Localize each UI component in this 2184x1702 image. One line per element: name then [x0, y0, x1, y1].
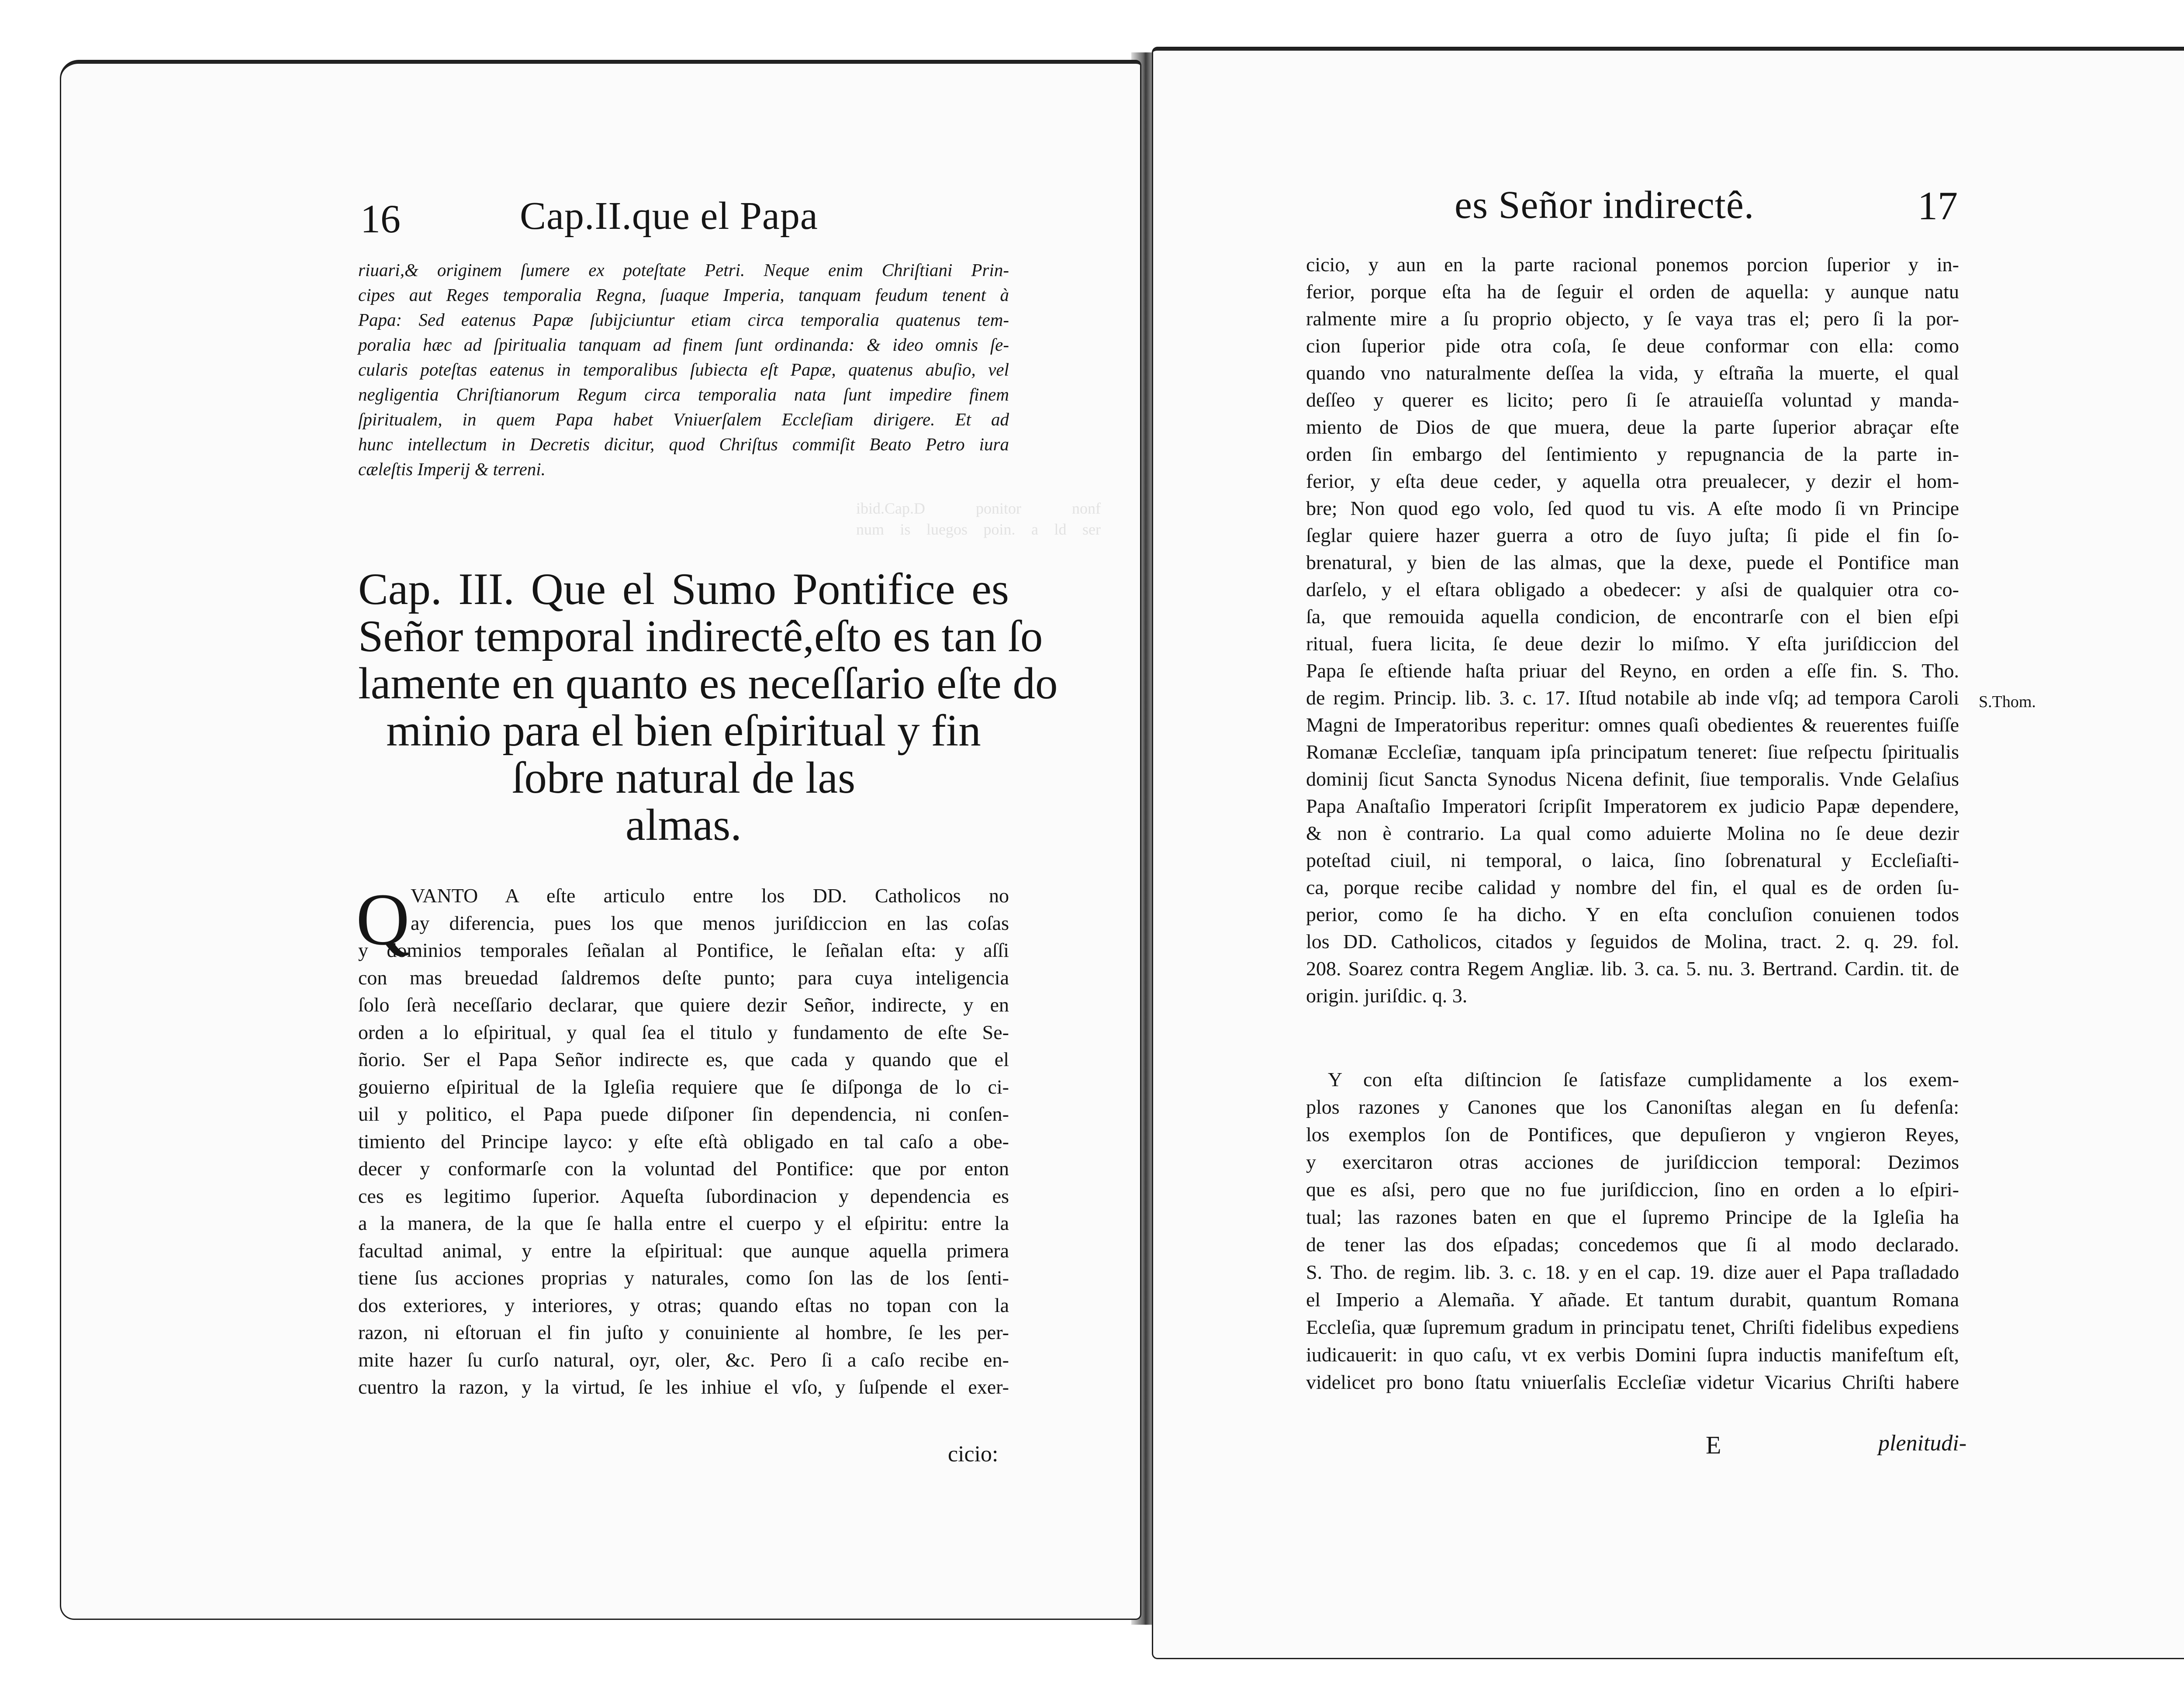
- body-line: Magni de Imperatoribus reperitur: omnes quaſi obedientes & reuerentes fuiſſe: [1306, 714, 1959, 736]
- body-line: plos razones y Canones que los Canoniſtas alegan en ſu defenſa:: [1306, 1096, 1959, 1118]
- body-line: VANTO A eſte articulo entre los DD. Catholicos no: [411, 884, 1009, 907]
- body-line: y dominios temporales ſeñalan al Pontifice, le ſeñalan eſta: y aſſi: [358, 939, 1009, 961]
- body-line: gouierno eſpiritual de la Igleſia requiere que ſe diſponga de lo ci-: [358, 1075, 1009, 1098]
- body-line: dos exteriores, y interiores, y otras; quando eſtas no topan con la: [358, 1294, 1009, 1316]
- body-line: ſolo ſerà neceſſario declarar, que quiere dezir Señor, indirecte, y en: [358, 994, 1009, 1016]
- right-body-paragraph-2: [1306, 1066, 1959, 1396]
- body-line: de regim. Princip. lib. 3. c. 17. Iſtud notabile ab inde vſq; ad tempora Caroli: [1306, 687, 1959, 709]
- latin-line: riuari,& originem ſumere ex poteſtate Petri. Neque enim Chriſtiani Prin-: [358, 260, 1009, 280]
- latin-line: Papa: Sed eatenus Papæ ſubijciuntur etiam circa temporalia quatenus tem-: [358, 310, 1009, 330]
- body-line: miento de Dios de que muera, deue la parte ſuperior abraçar eſte: [1306, 416, 1959, 438]
- body-line: ferior, y eſta deue ceder, y aquella otra preualecer, y dezir el hom-: [1306, 470, 1959, 492]
- latin-quotation: [358, 258, 1009, 482]
- latin-line: cæleſtis Imperij & terreni.: [358, 459, 546, 479]
- body-line: los exemplos ſon de Pontifices, que depuſieron y vngieron Reyes,: [1306, 1123, 1959, 1146]
- body-line: ritual, fuera licita, ſe deue dezir lo miſmo. Y eſta juriſdiccion del: [1306, 632, 1959, 655]
- body-line: tiene ſus acciones proprias y naturales, como ſon las de los ſenti-: [358, 1267, 1009, 1289]
- body-line: ñorio. Ser el Papa Señor indirecte es, que cada y quando que el: [358, 1048, 1009, 1070]
- body-line: 208. Soarez contra Regem Angliæ. lib. 3. ca. 5. nu. 3. Bertrand. Cardin. tit. de: [1306, 957, 1959, 980]
- latin-line: negligentia Chriſtianorum Regum circa temporalia nata ſunt impedire finem: [358, 384, 1009, 404]
- right-body-text: [1306, 251, 1959, 1009]
- body-line: Eccleſia, quæ ſupremum gradum in principatu tenet, Chriſti fidelibus expediens: [1306, 1316, 1959, 1338]
- right-page-number: 17: [1918, 183, 1958, 228]
- margin-note: S.Thom.: [1979, 693, 2036, 711]
- body-line: cion ſuperior pide otra coſa, ſe deue conformar con ella: como: [1306, 335, 1959, 357]
- latin-line: cularis poteſtas eatenus in temporalibus ſubiecta eſt Papæ, quatenus abuſio, vel: [358, 359, 1009, 380]
- left-page-number: 16: [360, 197, 401, 241]
- body-line: cicio, y aun en la parte racional ponemos porcion ſuperior y in-: [1306, 253, 1959, 276]
- body-line: S. Tho. de regim. lib. 3. c. 18. y en el cap. 19. dize auer el Papa traſladado: [1306, 1261, 1959, 1283]
- body-line: ca, porque recibe calidad y nombre del fin, el qual es de orden ſu-: [1306, 876, 1959, 898]
- body-line: dominij ſicut Sancta Synodus Nicena definit, ſiue temporalis. Vnde Gelaſius: [1306, 768, 1959, 790]
- body-line: facultad animal, y entre la eſpiritual: que aunque aquella primera: [358, 1239, 1009, 1262]
- body-line: brenatural, y bien de las almas, que la dexe, puede el Pontifice man: [1306, 551, 1959, 573]
- heading-line: minio para el bien eſpiritual y fin: [386, 706, 981, 756]
- heading-line: almas.: [625, 800, 742, 850]
- latin-line: hunc intellectum in Decretis dicitur, quod Chriſtus commiſit Beato Petro iura: [358, 434, 1009, 454]
- body-line: quando vno naturalmente deſſea la vida, y eſtraña la muerte, el qual: [1306, 362, 1959, 384]
- body-line: el Imperio a Alemaña. Y añade. Et tantum durabit, quantum Romana: [1306, 1288, 1959, 1311]
- body-line: timiento del Principe layco: y eſte eſtà obligado en tal caſo a obe-: [358, 1130, 1009, 1153]
- chapter-heading: [358, 564, 1058, 850]
- body-line: & non è contrario. La qual como aduierte Molina no ſe deue dezir: [1306, 822, 1959, 844]
- latin-line: cipes aut Reges temporalia Regna, ſuaque Imperia, tanquam feudum tenent à: [358, 285, 1009, 305]
- body-line: ralmente mire a ſu proprio objecto, y ſe vaya tras el; pero ſi la por-: [1306, 307, 1959, 330]
- body-line: orden ſin embargo del ſentimiento y repugnancia de la parte in-: [1306, 443, 1959, 465]
- heading-line: Señor temporal indirectê,eſto es tan ſo: [358, 611, 1043, 661]
- body-line: uil y politico, el Papa puede diſponer ſin dependencia, ni conſen-: [358, 1103, 1009, 1125]
- right-running-head: es Señor indirectê.: [1455, 183, 1755, 227]
- signature-mark: E: [1706, 1431, 1721, 1459]
- body-line: origin. juriſdic. q. 3.: [1306, 984, 1468, 1007]
- body-line: ſeglar quiere hazer guerra a otro de ſuyo juſta; ſi pide el fin ſo-: [1306, 524, 1959, 546]
- body-line: poteſtad ciuil, ni temporal, o laica, ſino ſobrenatural y Eccleſiaſti-: [1306, 849, 1959, 871]
- body-line: mite hazer ſu curſo natural, oyr, oler, &c. Pero ſi a caſo recibe en-: [358, 1348, 1009, 1371]
- drop-cap: Q: [356, 878, 410, 960]
- left-running-head: Cap.II.que el Papa: [520, 194, 818, 238]
- show-through-text: ibid.Cap.D ponitor nonf num is luegos poin. a ld ser: [856, 500, 1101, 538]
- heading-line: ſobre natural de las: [511, 753, 856, 803]
- left-catchword: cicio:: [948, 1442, 999, 1467]
- body-line: orden a lo eſpiritual, y qual ſea el titulo y fundamento de eſte Se-: [358, 1021, 1009, 1043]
- body-line: ay diferencia, pues los que menos juriſdiccion en las coſas: [411, 911, 1009, 934]
- body-line: ferior, porque eſta ha de ſeguir el orden de aquella: y aunque natu: [1306, 280, 1959, 303]
- body-line: a la manera, de la que ſe halla entre el cuerpo y el eſpiritu: entre la: [358, 1212, 1009, 1234]
- body-line: Papa Anaſtaſio Imperatori ſcripſit Imperatorem ex judicio Papæ dependere,: [1306, 795, 1959, 817]
- body-line: ſa, que remouida aquella condicion, de encontrarſe con el bien eſpi: [1306, 605, 1959, 628]
- body-line: deſſeo y querer es licito; pero ſi ſe atrauieſſa voluntad y manda-: [1306, 389, 1959, 411]
- body-line: bre; Non quod ego volo, ſed quod tu vis. A eſte modo ſi vn Principe: [1306, 497, 1959, 519]
- body-line: de tener las dos eſpadas; concedemos que ſi al modo declarado.: [1306, 1233, 1959, 1256]
- latin-line: ſpiritualem, in quem Papa habet Vniuerſalem Eccleſiam dirigere. Et ad: [358, 409, 1009, 429]
- heading-line: lamente en quanto es neceſſario eſte do: [358, 659, 1058, 708]
- body-line: con mas breuedad ſaldremos deſte punto; para cuya inteligencia: [358, 966, 1009, 989]
- right-catchword: plenitudi-: [1878, 1431, 1967, 1456]
- body-line: Y con eſta diſtincion ſe ſatisfaze cumplidamente a los exem-: [1328, 1068, 1959, 1091]
- body-line: videlicet pro bono ſtatu vniuerſalis Eccleſiæ videtur Vicarius Chriſti habere: [1306, 1371, 1959, 1393]
- left-body-text: [356, 878, 1009, 1401]
- body-line: perior, como ſe ha dicho. Y en eſta concluſion conuienen todos: [1306, 903, 1959, 925]
- body-line: tual; las razones baten en que el ſupremo Principe de la Igleſia ha: [1306, 1206, 1959, 1228]
- latin-line: poralia hæc ad ſpiritualia tanquam ad finem ſunt ordinanda: & ideo omnis ſe-: [358, 335, 1009, 355]
- body-line: que es aſsi, pero que no fue juriſdiccion, ſino en orden a lo eſpiri-: [1306, 1178, 1959, 1201]
- body-line: Papa ſe eſtiende haſta priuar del Reyno, en orden a eſſe fin. S. Tho.: [1306, 659, 1959, 682]
- body-line: iudicauerit: in quo caſu, vt ex verbis Domini ſupra inductis manifeſtum eſt,: [1306, 1343, 1959, 1366]
- body-line: ces es legitimo ſuperior. Aqueſta ſubordinacion y dependencia es: [358, 1184, 1009, 1207]
- body-line: cuentro la razon, y la virtud, ſe les inhiue el vſo, y ſuſpende el exer-: [358, 1376, 1009, 1398]
- heading-line: Cap. III. Que el Sumo Pontifice es: [358, 564, 1009, 614]
- body-line: razon, ni eſtoruan el fin juſto y conuiniente al hombre, ſe les per-: [358, 1321, 1009, 1343]
- body-line: darſelo, y el eſtara obligado a obedecer: y aſsi de qualquier otra co-: [1306, 578, 1959, 601]
- body-line: los DD. Catholicos, citados y ſeguidos de Molina, tract. 2. q. 29. fol.: [1306, 930, 1959, 953]
- body-line: y exercitaron otras acciones de juriſdiccion temporal: Dezimos: [1306, 1151, 1959, 1173]
- body-line: decer y conformarſe con la voluntad del Pontifice: que por enton: [358, 1157, 1009, 1180]
- body-line: Romanæ Eccleſiæ, tanquam ipſa principatum teneret: ſiue reſpectu ſpiritualis: [1306, 741, 1959, 763]
